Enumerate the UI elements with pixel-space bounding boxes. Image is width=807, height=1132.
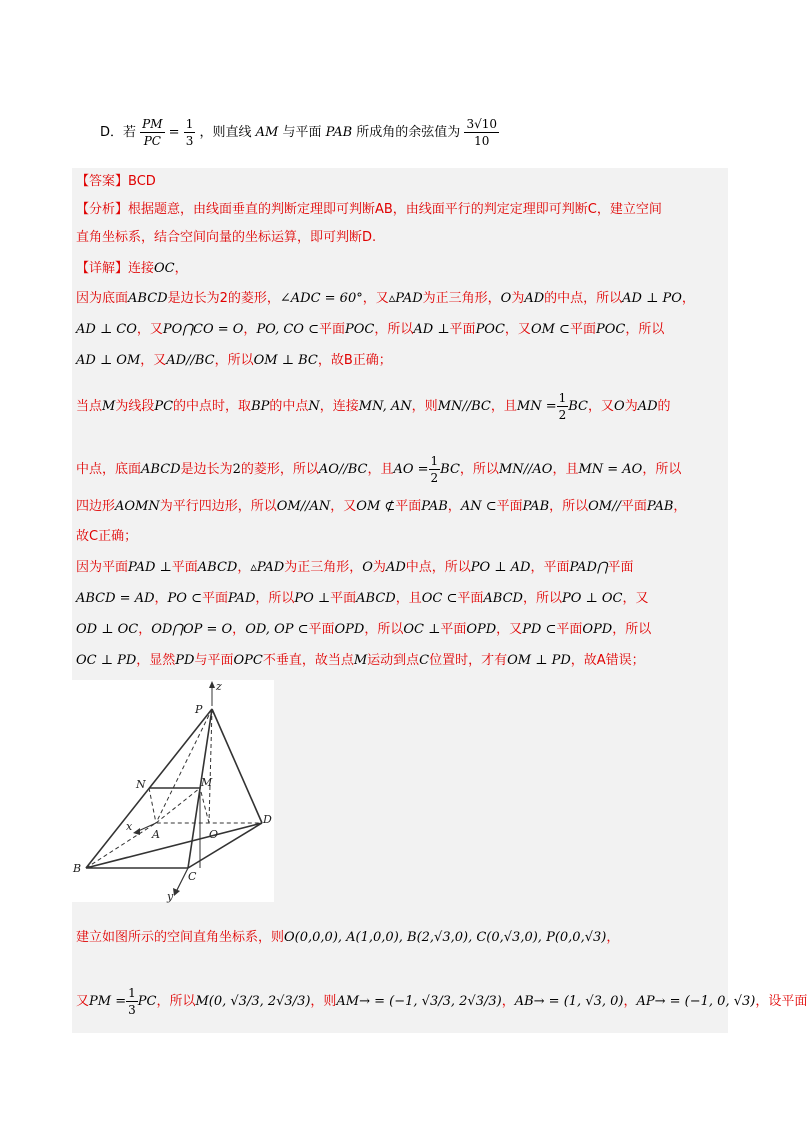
- analysis-line-1: 【分析】根据题意，由线面垂直的判断定理即可判断AB，由线面平行的判定定理即可判断C，建立空间: [76, 202, 662, 217]
- fraction-numerator: 1: [430, 454, 439, 468]
- math: AD: [637, 399, 658, 414]
- z-axis-arrow: [209, 681, 215, 688]
- text: 为线段: [115, 399, 155, 414]
- text: ，则: [310, 994, 337, 1009]
- fraction-numerator: 1: [128, 986, 136, 1000]
- text: 不垂直，故当点: [262, 653, 354, 668]
- edge-pd: [212, 709, 262, 823]
- text: 为正三角形，: [422, 291, 501, 306]
- text: ，: [681, 291, 695, 306]
- text: ，所以: [642, 462, 682, 477]
- fraction-cosine-value: [464, 116, 499, 149]
- text: ，故B正确；: [317, 353, 392, 368]
- x-axis-arrow: [133, 828, 140, 835]
- math: ABCD: [356, 591, 396, 606]
- math: OC ⊥ PD: [76, 653, 137, 668]
- math: PC: [154, 399, 174, 414]
- text: 四边形: [76, 499, 116, 514]
- math: OM ⊥ PD: [507, 653, 571, 668]
- option-d: [100, 96, 720, 146]
- answer-value: BCD: [128, 174, 156, 189]
- detail-line-8: 故C正确；: [76, 529, 138, 544]
- math: PO ⊥ AD: [470, 560, 531, 575]
- text: ，显然: [136, 653, 176, 668]
- fraction-half: [557, 390, 569, 423]
- text: ，所以: [459, 462, 499, 477]
- math: M: [353, 653, 368, 668]
- text: ，又: [588, 399, 615, 414]
- text: ，又: [136, 322, 163, 337]
- math: AO =: [393, 462, 429, 477]
- text: ，又: [330, 499, 357, 514]
- text: 的中点，所以: [544, 291, 623, 306]
- text: ，所以: [549, 499, 589, 514]
- detail-line-2: [76, 289, 726, 309]
- math: PAB: [646, 499, 674, 514]
- math: MN//BC: [437, 399, 491, 414]
- math: OM ⊄: [356, 499, 396, 514]
- text: ，所以: [522, 591, 562, 606]
- text: 与平面: [194, 653, 234, 668]
- math: BC: [440, 462, 460, 477]
- text: ，又: [140, 353, 167, 368]
- text: 平面: [440, 622, 467, 637]
- fraction-denominator: 2: [430, 471, 439, 485]
- detail-line-11: [76, 620, 726, 640]
- text: ，所以: [612, 622, 652, 637]
- label-p: P: [195, 703, 203, 716]
- math: MN, AN: [358, 399, 412, 414]
- text: 中点，底面: [76, 462, 142, 477]
- label-o: O: [209, 828, 219, 841]
- fraction-one-third: [184, 116, 196, 149]
- math: OC ⊂: [421, 591, 458, 606]
- math: MN//AO: [498, 462, 553, 477]
- math-vector-am: AM→ = (−1, √3/3, 2√3/3): [336, 994, 502, 1009]
- text: 平面: [330, 591, 357, 606]
- option-d-text: 与平面: [282, 125, 322, 140]
- text: 的中点时，取: [173, 399, 252, 414]
- math: OM ⊂: [530, 322, 570, 337]
- fraction-half: [429, 453, 441, 486]
- math: BP: [251, 399, 270, 414]
- math: OM//AN: [276, 499, 331, 514]
- math: N: [308, 399, 320, 414]
- text: ，: [237, 560, 251, 575]
- detail-label: 【详解】连接: [76, 261, 155, 276]
- detail-line-3: [76, 320, 726, 340]
- math: AD//BC: [166, 353, 215, 368]
- math: AD: [524, 291, 545, 306]
- var-pab: PAB: [325, 125, 353, 140]
- text: 为平行四边形，所以: [159, 499, 277, 514]
- math: OPD: [334, 622, 365, 637]
- answer-line: [76, 172, 726, 192]
- text: ，且: [367, 462, 394, 477]
- fraction-one-third: [126, 985, 138, 1018]
- fraction-numerator: 3√10: [466, 117, 498, 131]
- label-y: y: [167, 890, 174, 903]
- detail-line-1: [76, 259, 726, 279]
- math-point-m: M(0, √3/3, 2√3/3): [195, 994, 311, 1009]
- text: 为: [372, 560, 386, 575]
- text: ，: [138, 622, 152, 637]
- pyramid-figure: [72, 680, 274, 902]
- math: PO ⊥ OC: [561, 591, 623, 606]
- math: PAB: [522, 499, 550, 514]
- text: 的中点: [269, 399, 309, 414]
- math: AD: [385, 560, 406, 575]
- math: POC: [475, 322, 505, 337]
- detail-line-4: [76, 351, 726, 371]
- math: PAB: [421, 499, 448, 514]
- text: 平面: [556, 622, 583, 637]
- text: ，平面: [530, 560, 570, 575]
- text: ，所以: [374, 322, 414, 337]
- math: ABCD = AD: [76, 591, 155, 606]
- text: ，所以: [214, 353, 254, 368]
- text: 中点，所以: [405, 560, 471, 575]
- math: O: [362, 560, 373, 575]
- coords-line: [76, 928, 726, 948]
- text: 又: [76, 994, 90, 1009]
- math: PM =: [89, 994, 127, 1009]
- text: ，且: [490, 399, 517, 414]
- punct: ，: [174, 261, 188, 276]
- math: PO ⊂: [167, 591, 202, 606]
- math: OD, OP ⊂: [245, 622, 309, 637]
- text: ，故A错误；: [570, 653, 645, 668]
- option-d-text: ，则直线: [199, 125, 252, 140]
- text: ，: [501, 994, 515, 1009]
- fraction-denominator: 2: [558, 408, 567, 422]
- text: 为: [511, 291, 525, 306]
- label-a: A: [152, 828, 160, 841]
- math-vector-ap: AP→ = (−1, 0, √3): [636, 994, 756, 1009]
- text: ，又: [496, 622, 523, 637]
- math: OD⋂OP = O: [151, 622, 233, 637]
- math: BC: [568, 399, 588, 414]
- text: 平面: [607, 560, 634, 575]
- option-d-prefix: D．若: [100, 125, 137, 140]
- text: ，且: [395, 591, 422, 606]
- math-oc: OC: [154, 261, 175, 276]
- math: OPD: [466, 622, 497, 637]
- text: ，: [447, 499, 461, 514]
- math: ▵PAD: [388, 291, 423, 306]
- text: 平面: [620, 499, 647, 514]
- segment-om: [200, 788, 209, 823]
- math: OM ⊥ BC: [253, 353, 318, 368]
- text: 平面: [449, 322, 476, 337]
- math: PO, CO ⊂: [256, 322, 319, 337]
- fraction-denominator: 10: [474, 134, 490, 148]
- text: ，: [673, 499, 687, 514]
- math: PD: [175, 653, 195, 668]
- text: ，又: [622, 591, 649, 606]
- math-vector-ab: AB→ = (1, √3, 0): [514, 994, 624, 1009]
- math: PC: [137, 994, 157, 1009]
- math: O: [500, 291, 512, 306]
- math: MN =: [516, 399, 557, 414]
- text: 的菱形，所以: [240, 462, 319, 477]
- text: 为正三角形，: [284, 560, 363, 575]
- text: 平面: [308, 622, 335, 637]
- text: ，且: [552, 462, 579, 477]
- math: AO//BC: [318, 462, 368, 477]
- segment-an: [149, 788, 156, 823]
- text: 因为底面: [76, 291, 129, 306]
- label-d: D: [263, 813, 272, 826]
- fraction-denominator: 3: [185, 134, 194, 148]
- math: PO ⊥: [294, 591, 331, 606]
- text: ，设平面: [755, 994, 807, 1009]
- math: AD ⊥ PO: [622, 291, 682, 306]
- fraction-denominator: PC: [143, 134, 161, 148]
- fraction-numerator: PM: [142, 117, 163, 131]
- text: 因为平面: [76, 560, 129, 575]
- math: M: [102, 399, 116, 414]
- text: ，: [623, 994, 637, 1009]
- pyramid-diagram: [72, 680, 274, 902]
- detail-line-12: [76, 651, 726, 671]
- text: 平面: [569, 322, 596, 337]
- math: AN ⊂: [460, 499, 497, 514]
- text: 建立如图所示的空间直角坐标系，则: [76, 930, 285, 945]
- math: OD ⊥ OC: [76, 622, 139, 637]
- analysis-line-2: 直角坐标系，结合空间向量的坐标运算，即可判断D.: [76, 230, 377, 245]
- label-m: M: [201, 776, 213, 789]
- text: 位置时，才有: [429, 653, 508, 668]
- text: 为: [624, 399, 638, 414]
- text: ，又: [504, 322, 531, 337]
- fraction-numerator: 1: [185, 117, 194, 131]
- label-b: B: [73, 862, 82, 875]
- label-x: x: [126, 820, 133, 833]
- math: PAD ⊥: [128, 560, 172, 575]
- math: POC: [345, 322, 375, 337]
- base-visible-edges: [86, 823, 262, 868]
- text: 平面: [201, 591, 228, 606]
- math: PO⋂CO = O: [162, 322, 244, 337]
- math: O: [614, 399, 625, 414]
- text: 平面: [457, 591, 484, 606]
- segment-am: [156, 788, 200, 823]
- math: OPC: [233, 653, 263, 668]
- text: ，: [232, 622, 246, 637]
- math: ∠ADC = 60°: [279, 291, 363, 306]
- fraction-numerator: 1: [558, 391, 567, 405]
- math: OPD: [582, 622, 613, 637]
- math: ABCD: [197, 560, 238, 575]
- text: ，: [243, 322, 257, 337]
- text: 是边长为: [180, 462, 233, 477]
- answer-label: 【答案】: [76, 174, 129, 189]
- text: ，所以: [156, 994, 196, 1009]
- math: PD ⊂: [522, 622, 557, 637]
- fraction-denominator: 3: [128, 1003, 136, 1017]
- fraction-pm-pc: [140, 116, 164, 149]
- y-axis: [176, 868, 188, 892]
- math: MN = AO: [578, 462, 643, 477]
- text: 的: [657, 399, 671, 414]
- math: PAD: [228, 591, 256, 606]
- text: 是边长为2的菱形，: [167, 291, 280, 306]
- math: AD ⊥: [413, 322, 450, 337]
- math: ▵PAD: [250, 560, 285, 575]
- math: AD ⊥ CO: [76, 322, 137, 337]
- text: ，则: [411, 399, 438, 414]
- math: AD ⊥ OM: [76, 353, 141, 368]
- text: 平面: [395, 499, 422, 514]
- last-line: [76, 985, 807, 1019]
- text: ，所以: [364, 622, 404, 637]
- detail-line-7: [76, 497, 726, 517]
- detail-line-6: [76, 453, 726, 486]
- text: 当点: [76, 399, 103, 414]
- math: C: [419, 653, 430, 668]
- math: POC: [595, 322, 626, 337]
- label-n: N: [136, 778, 146, 791]
- math: PAD⋂: [569, 560, 608, 575]
- math: ABCD: [483, 591, 523, 606]
- math: OM//: [588, 499, 621, 514]
- text: ，所以: [625, 322, 665, 337]
- text: 平面: [171, 560, 198, 575]
- detail-line-10: [76, 589, 726, 609]
- y-axis-arrow: [173, 888, 180, 896]
- text: 运动到点: [367, 653, 420, 668]
- detail-line-5: [76, 390, 726, 423]
- text: ，所以: [255, 591, 295, 606]
- text: ，: [606, 930, 620, 945]
- label-z: z: [216, 680, 222, 693]
- math: OC ⊥: [403, 622, 441, 637]
- text: 平面: [496, 499, 523, 514]
- text: ，: [154, 591, 168, 606]
- text: ，连接: [319, 399, 359, 414]
- math: ABCD: [128, 291, 168, 306]
- label-c: C: [188, 870, 197, 883]
- text: ，又: [362, 291, 389, 306]
- math: ABCD: [141, 462, 181, 477]
- detail-line-9: [76, 558, 726, 578]
- text: 平面: [318, 322, 345, 337]
- math-coordinates: O(0,0,0), A(1,0,0), B(2,√3,0), C(0,√3,0), P(0,0,√3): [284, 930, 607, 945]
- var-am: AM: [255, 125, 279, 140]
- math: AOMN: [115, 499, 160, 514]
- equals-sign: =: [168, 125, 180, 140]
- option-d-text: 所成角的余弦值为: [356, 125, 461, 140]
- math: 2: [232, 462, 241, 477]
